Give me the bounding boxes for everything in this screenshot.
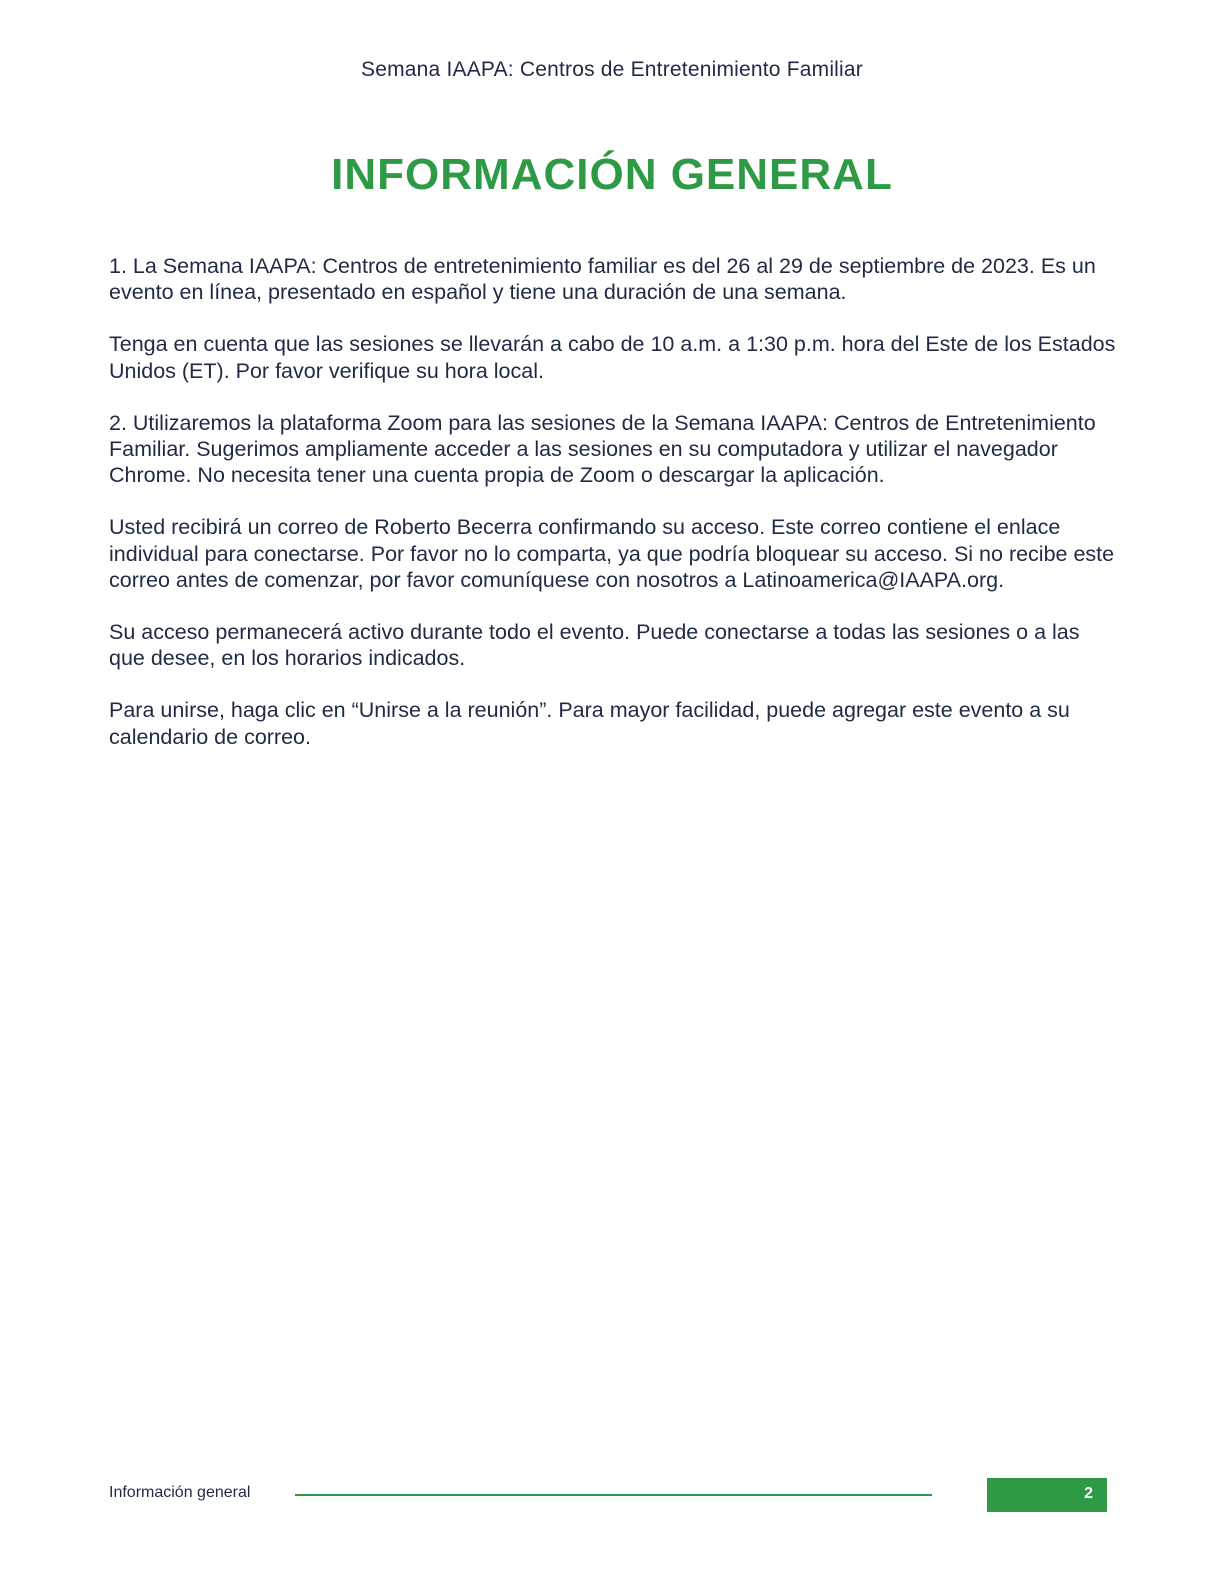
footer-section-label: Información general: [109, 1484, 251, 1501]
paragraph-access-active: Su acceso permanecerá activo durante todo el evento. Puede conectarse a todas las sesiones o a las que desee, en los horarios indicados.: [109, 620, 1080, 671]
running-header: Semana IAAPA: Centros de Entretenimiento Familiar: [361, 58, 863, 81]
page-title: INFORMACIÓN GENERAL: [331, 150, 893, 199]
paragraph-join: Para unirse, haga clic en “Unirse a la reunión”. Para mayor facilidad, puede agregar este evento a su calendario de correo.: [109, 698, 1070, 749]
paragraph-dates: 1. La Semana IAAPA: Centros de entretenimiento familiar es del 26 al 29 de septiembre de 2023. Es un evento en línea, presentado en español y tiene una duración de una semana.: [109, 254, 1096, 305]
paragraph-access-email: Usted recibirá un correo de Roberto Becerra confirmando su acceso. Este correo contiene el enlace individual para conectarse. Por favor no lo comparta, ya que podría bloquear su acceso. Si no recibe este correo antes de comenzar, por favor comuníquese con nosotros a Latinoamerica@IAAPA.org.: [109, 515, 1115, 592]
paragraph-schedule: Tenga en cuenta que las sesiones se llevarán a cabo de 10 a.m. a 1:30 p.m. hora del Este de los Estados Unidos (ET). Por favor verifique su hora local.: [109, 332, 1116, 383]
footer-divider: [295, 1494, 932, 1496]
paragraph-zoom: 2. Utilizaremos la plataforma Zoom para las sesiones de la Semana IAAPA: Centros de Entretenimiento Familiar. Sugerimos ampliamente acceder a las sesiones en su computadora y utilizar el navegador Chrome. No necesita tener una cuenta propia de Zoom o descargar la aplicación.: [109, 410, 1096, 488]
page-number-badge: [987, 1478, 1107, 1512]
body-text: [109, 253, 1121, 776]
page-number: 2: [1084, 1485, 1093, 1502]
